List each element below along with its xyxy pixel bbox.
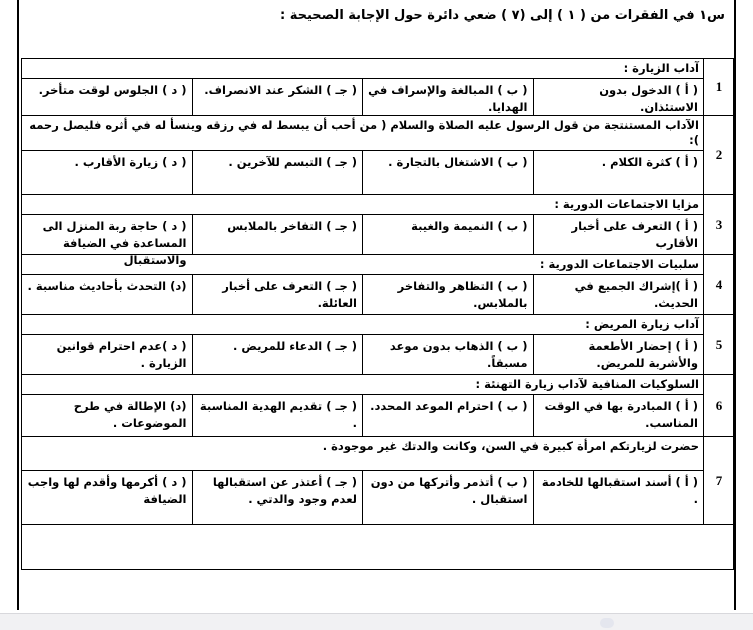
item-5-stem-row <box>22 315 735 335</box>
option-b[interactable]: ( ب ) الاشتغال بالتجارة . <box>362 151 533 194</box>
item-7-stem-row <box>22 437 735 471</box>
item-number: 5 <box>704 315 735 375</box>
quiz-table <box>21 58 735 525</box>
options-row <box>22 151 703 194</box>
item-number: 2 <box>704 116 735 195</box>
options-row <box>22 275 703 314</box>
option-a[interactable]: ( أ ) الدخول بدون الاستئذان. <box>533 79 704 115</box>
option-d[interactable]: (د) الإطالة في طرح الموضوعات . <box>73 399 187 430</box>
option-b[interactable]: ( ب ) الذهاب بدون موعد مسبقاً. <box>362 335 533 374</box>
option-d[interactable]: ( د ) زيارة الأقارب . <box>74 155 187 169</box>
item-stem: حضرت لزيارتكم امرأة كبيرة في السن، وكانت والدتك غير موجودة . <box>22 437 704 471</box>
item-stem: مزايا الاجتماعات الدورية : <box>22 195 704 215</box>
option-a[interactable]: ( أ ) كثرة الكلام . <box>533 151 704 194</box>
item-3-options-row <box>22 215 735 255</box>
option-b[interactable]: ( ب ) التظاهر والتفاخر بالملابس. <box>362 275 533 314</box>
item-7-options-row <box>22 471 735 525</box>
viewer-bottom-bar <box>0 613 753 630</box>
option-c[interactable]: ( جـ ) الشكر عند الانصراف. <box>192 79 363 115</box>
item-4-options-row <box>22 275 735 315</box>
option-c[interactable]: ( جـ ) أعتذر عن استقبالها لعدم وجود والدتي . <box>192 471 363 524</box>
option-a[interactable]: ( أ ) التعرف على أخبار الأقارب <box>533 215 704 254</box>
option-c[interactable]: ( جـ ) تقديم الهدية المناسبة . <box>192 395 363 436</box>
question-title: س١ في الفقرات من ( ١ ) إلى (٧ ) ضعي دائرة حول الإجابة الصحيحة : <box>279 8 725 23</box>
item-stem: سلبيات الاجتماعات الدورية : <box>22 255 704 275</box>
options-row <box>22 395 703 436</box>
option-c[interactable]: ( جـ ) التفاخر بالملابس <box>192 215 363 254</box>
item-stem: آداب زيارة المريض : <box>22 315 704 335</box>
item-5-options-row <box>22 335 735 375</box>
option-d[interactable]: ( د ) الجلوس لوقت متأخر. <box>38 83 187 97</box>
item-number: 7 <box>704 437 735 525</box>
option-a[interactable]: ( أ ) إحضار الأطعمة والأشربة للمريض. <box>533 335 704 374</box>
item-number: 1 <box>704 59 735 116</box>
option-c[interactable]: ( جـ ) الدعاء للمريض . <box>192 335 363 374</box>
item-number: 3 <box>704 195 735 255</box>
options-row <box>22 471 703 524</box>
item-6-options-row <box>22 395 735 437</box>
option-c[interactable]: ( جـ ) التبسم للآخرين . <box>192 151 363 194</box>
option-b[interactable]: ( ب ) النميمة والغيبة <box>362 215 533 254</box>
options-row <box>22 335 703 374</box>
option-c[interactable]: ( جـ ) التعرف على أخبار العائلة. <box>192 275 363 314</box>
page-left-border <box>17 0 19 610</box>
option-d[interactable]: (د) التحدث بأحاديث مناسبة . <box>27 279 187 293</box>
item-stem: السلوكيات المنافية لآداب زيارة التهنئة : <box>22 375 704 395</box>
item-2-options-row <box>22 151 735 195</box>
option-a[interactable]: ( أ ) المبادرة بها في الوقت المناسب. <box>533 395 704 436</box>
option-d[interactable]: ( د ) أكرمها وأقدم لها واجب الضيافة <box>27 475 187 506</box>
item-stem: آداب الزيارة : <box>22 59 704 79</box>
option-d[interactable]: ( د ) حاجة ربة المنزل الى المساعدة في الضيافة والاستقبال <box>42 219 187 267</box>
item-number: 6 <box>704 375 735 437</box>
item-number: 4 <box>704 255 735 315</box>
option-b[interactable]: ( ب ) المبالغة والإسراف في الهدايا. <box>362 79 533 115</box>
item-2-stem-row <box>22 116 735 151</box>
option-a[interactable]: ( أ )إشراك الجميع في الحديث. <box>533 275 704 314</box>
item-1-options-row <box>22 79 735 116</box>
item-6-stem-row <box>22 375 735 395</box>
item-3-stem-row <box>22 195 735 215</box>
option-d[interactable]: ( د )عدم احترام قوانين الزيارة . <box>56 339 187 370</box>
scroll-indicator[interactable] <box>600 618 614 628</box>
options-row <box>22 79 703 115</box>
option-a[interactable]: ( أ ) أسند استقبالها للخادمة . <box>533 471 704 524</box>
option-b[interactable]: ( ب ) أتذمر وأتركها من دون استقبال . <box>362 471 533 524</box>
option-b[interactable]: ( ب ) احترام الموعد المحدد. <box>362 395 533 436</box>
item-1-stem-row <box>22 59 735 79</box>
item-stem: الآداب المستنتجة من قول الرسول عليه الصلاة والسلام ( من أحب أن يبسط له في رزقه وينسأ له في أثره فليصل رحمه ): <box>22 116 704 151</box>
